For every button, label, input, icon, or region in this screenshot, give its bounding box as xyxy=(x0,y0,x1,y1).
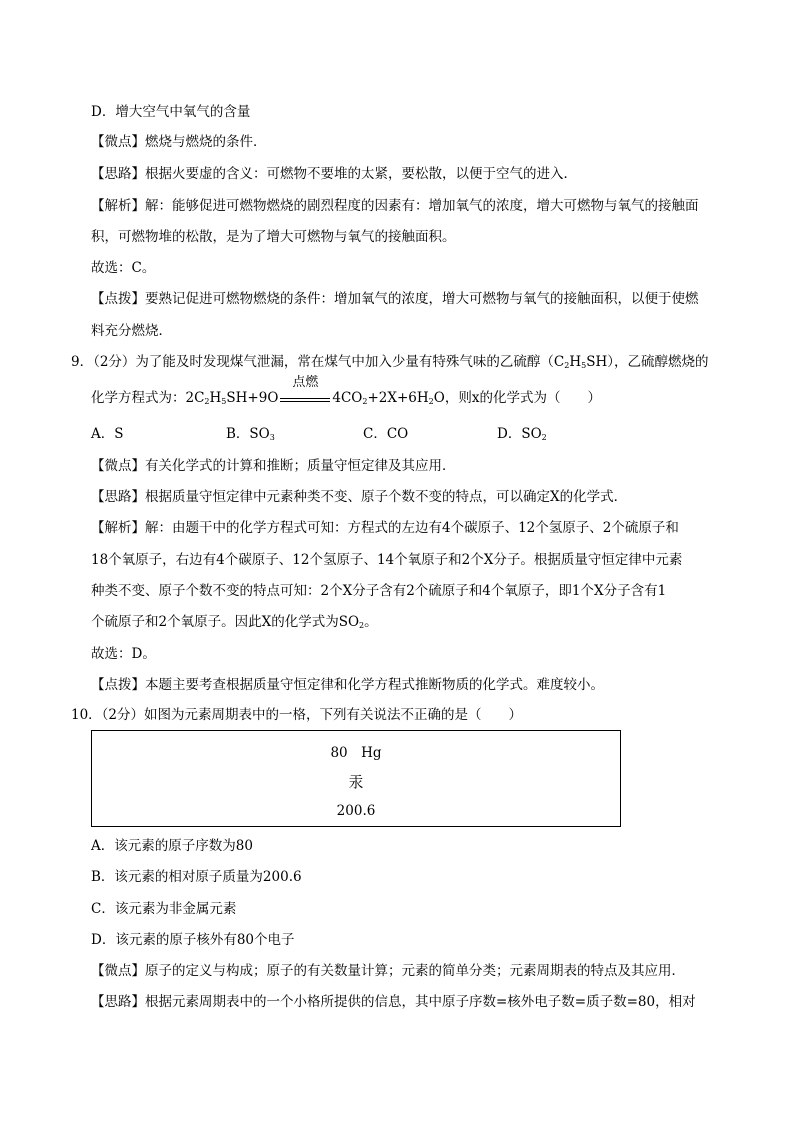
q9-stem-line2: 化学方程式为：$2C_2H_5SH+9O$ 点燃 $4CO_2+2X+6H_2O$，则x的化学式为（ ） xyxy=(91,375,601,406)
reaction-arrow: 点燃 xyxy=(280,389,330,402)
q8-weidian: 【微点】燃烧与燃烧的条件． xyxy=(91,134,267,150)
q9-weidian: 【微点】有关化学式的计算和推断；质量守恒定律及其应用． xyxy=(91,458,456,474)
q8-jiexi-line1: 【解析】解：能够促进可燃物燃烧的剧烈程度的因素有：增加氧气的浓度，增大可燃物与氧气的接触面 xyxy=(91,198,699,214)
q8-dianbo-line2: 料充分燃烧． xyxy=(91,323,172,339)
cell-element-name: 汞 xyxy=(348,773,364,791)
q10-weidian: 【微点】原子的定义与构成；原子的有关数量计算；元素的简单分类；元素周期表的特点及其应用． xyxy=(91,963,685,979)
q9-jiexi-line1: 【解析】解：由题干中的化学方程式可知：方程式的左边有4个碳原子、12个氢原子、2个硫原子和 xyxy=(91,520,679,536)
q9-jiexi-line2: 18个氧原子，右边有4个碳原子、12个氢原子、14个氧原子和2个X分子。根据质量守恒定律中元素 xyxy=(91,552,683,568)
q8-answer: 故选：C。 xyxy=(91,260,156,276)
q9-silu: 【思路】根据质量守恒定律中元素种类不变、原子个数不变的特点，可以确定X的化学式． xyxy=(91,489,628,505)
q9-jiexi-line4: 个硫原子和2个氧原子。因此X的化学式为$SO_2$。 xyxy=(91,614,378,630)
cell-atomic-mass: 200.6 xyxy=(336,803,376,819)
q10-option-d: D．该元素的原子核外有80个电子 xyxy=(91,932,295,948)
q10-stem: 10．（2分）如图为元素周期表中的一格，下列有关说法不正确的是（ ） xyxy=(71,707,523,723)
cell-number-symbol: 80 Hg xyxy=(330,745,382,761)
q9-stem-line1: 9．（2分）为了能及时发现煤气泄漏，常在煤气中加入少量有特殊气味的乙硫醇$(C_2H_5SH)$，乙硫醇燃烧的 xyxy=(71,354,709,370)
q9-option-a: A．S xyxy=(91,426,124,442)
q10-silu: 【思路】根据元素周期表中的一个小格所提供的信息，其中原子序数=核外电子数=质子数=80，相对 xyxy=(91,994,696,1010)
periodic-table-cell xyxy=(91,730,621,827)
q9-option-d: D．$SO_2$ xyxy=(497,426,547,442)
q9-answer: 故选：D。 xyxy=(91,646,156,662)
q10-option-b: B．该元素的相对原子质量为200.6 xyxy=(91,869,302,885)
q8-jiexi-line2: 积，可燃物堆的松散，是为了增大可燃物与氧气的接触面积。 xyxy=(91,229,456,245)
q8-silu: 【思路】根据火要虚的含义：可燃物不要堆的太紧，要松散，以便于空气的进入． xyxy=(91,166,577,182)
q8-dianbo-line1: 【点拨】要熟记促进可燃物燃烧的条件：增加氧气的浓度，增大可燃物与氧气的接触面积，以便于使燃 xyxy=(91,291,699,307)
q9-option-c: C．CO xyxy=(363,426,409,442)
q10-option-a: A．该元素的原子序数为80 xyxy=(91,838,253,854)
q9-option-b: B．$SO_3$ xyxy=(226,426,275,442)
q9-dianbo: 【点拨】本题主要考查根据质量守恒定律和化学方程式推断物质的化学式。难度较小。 xyxy=(91,677,604,693)
q10-option-c: C．该元素为非金属元素 xyxy=(91,901,237,917)
q8-option-d: D．增大空气中氧气的含量 xyxy=(91,104,251,120)
q9-jiexi-line3: 种类不变、原子个数不变的特点可知：2个X分子含有2个硫原子和4个氧原子，即1个X分子含有1 xyxy=(91,583,667,599)
